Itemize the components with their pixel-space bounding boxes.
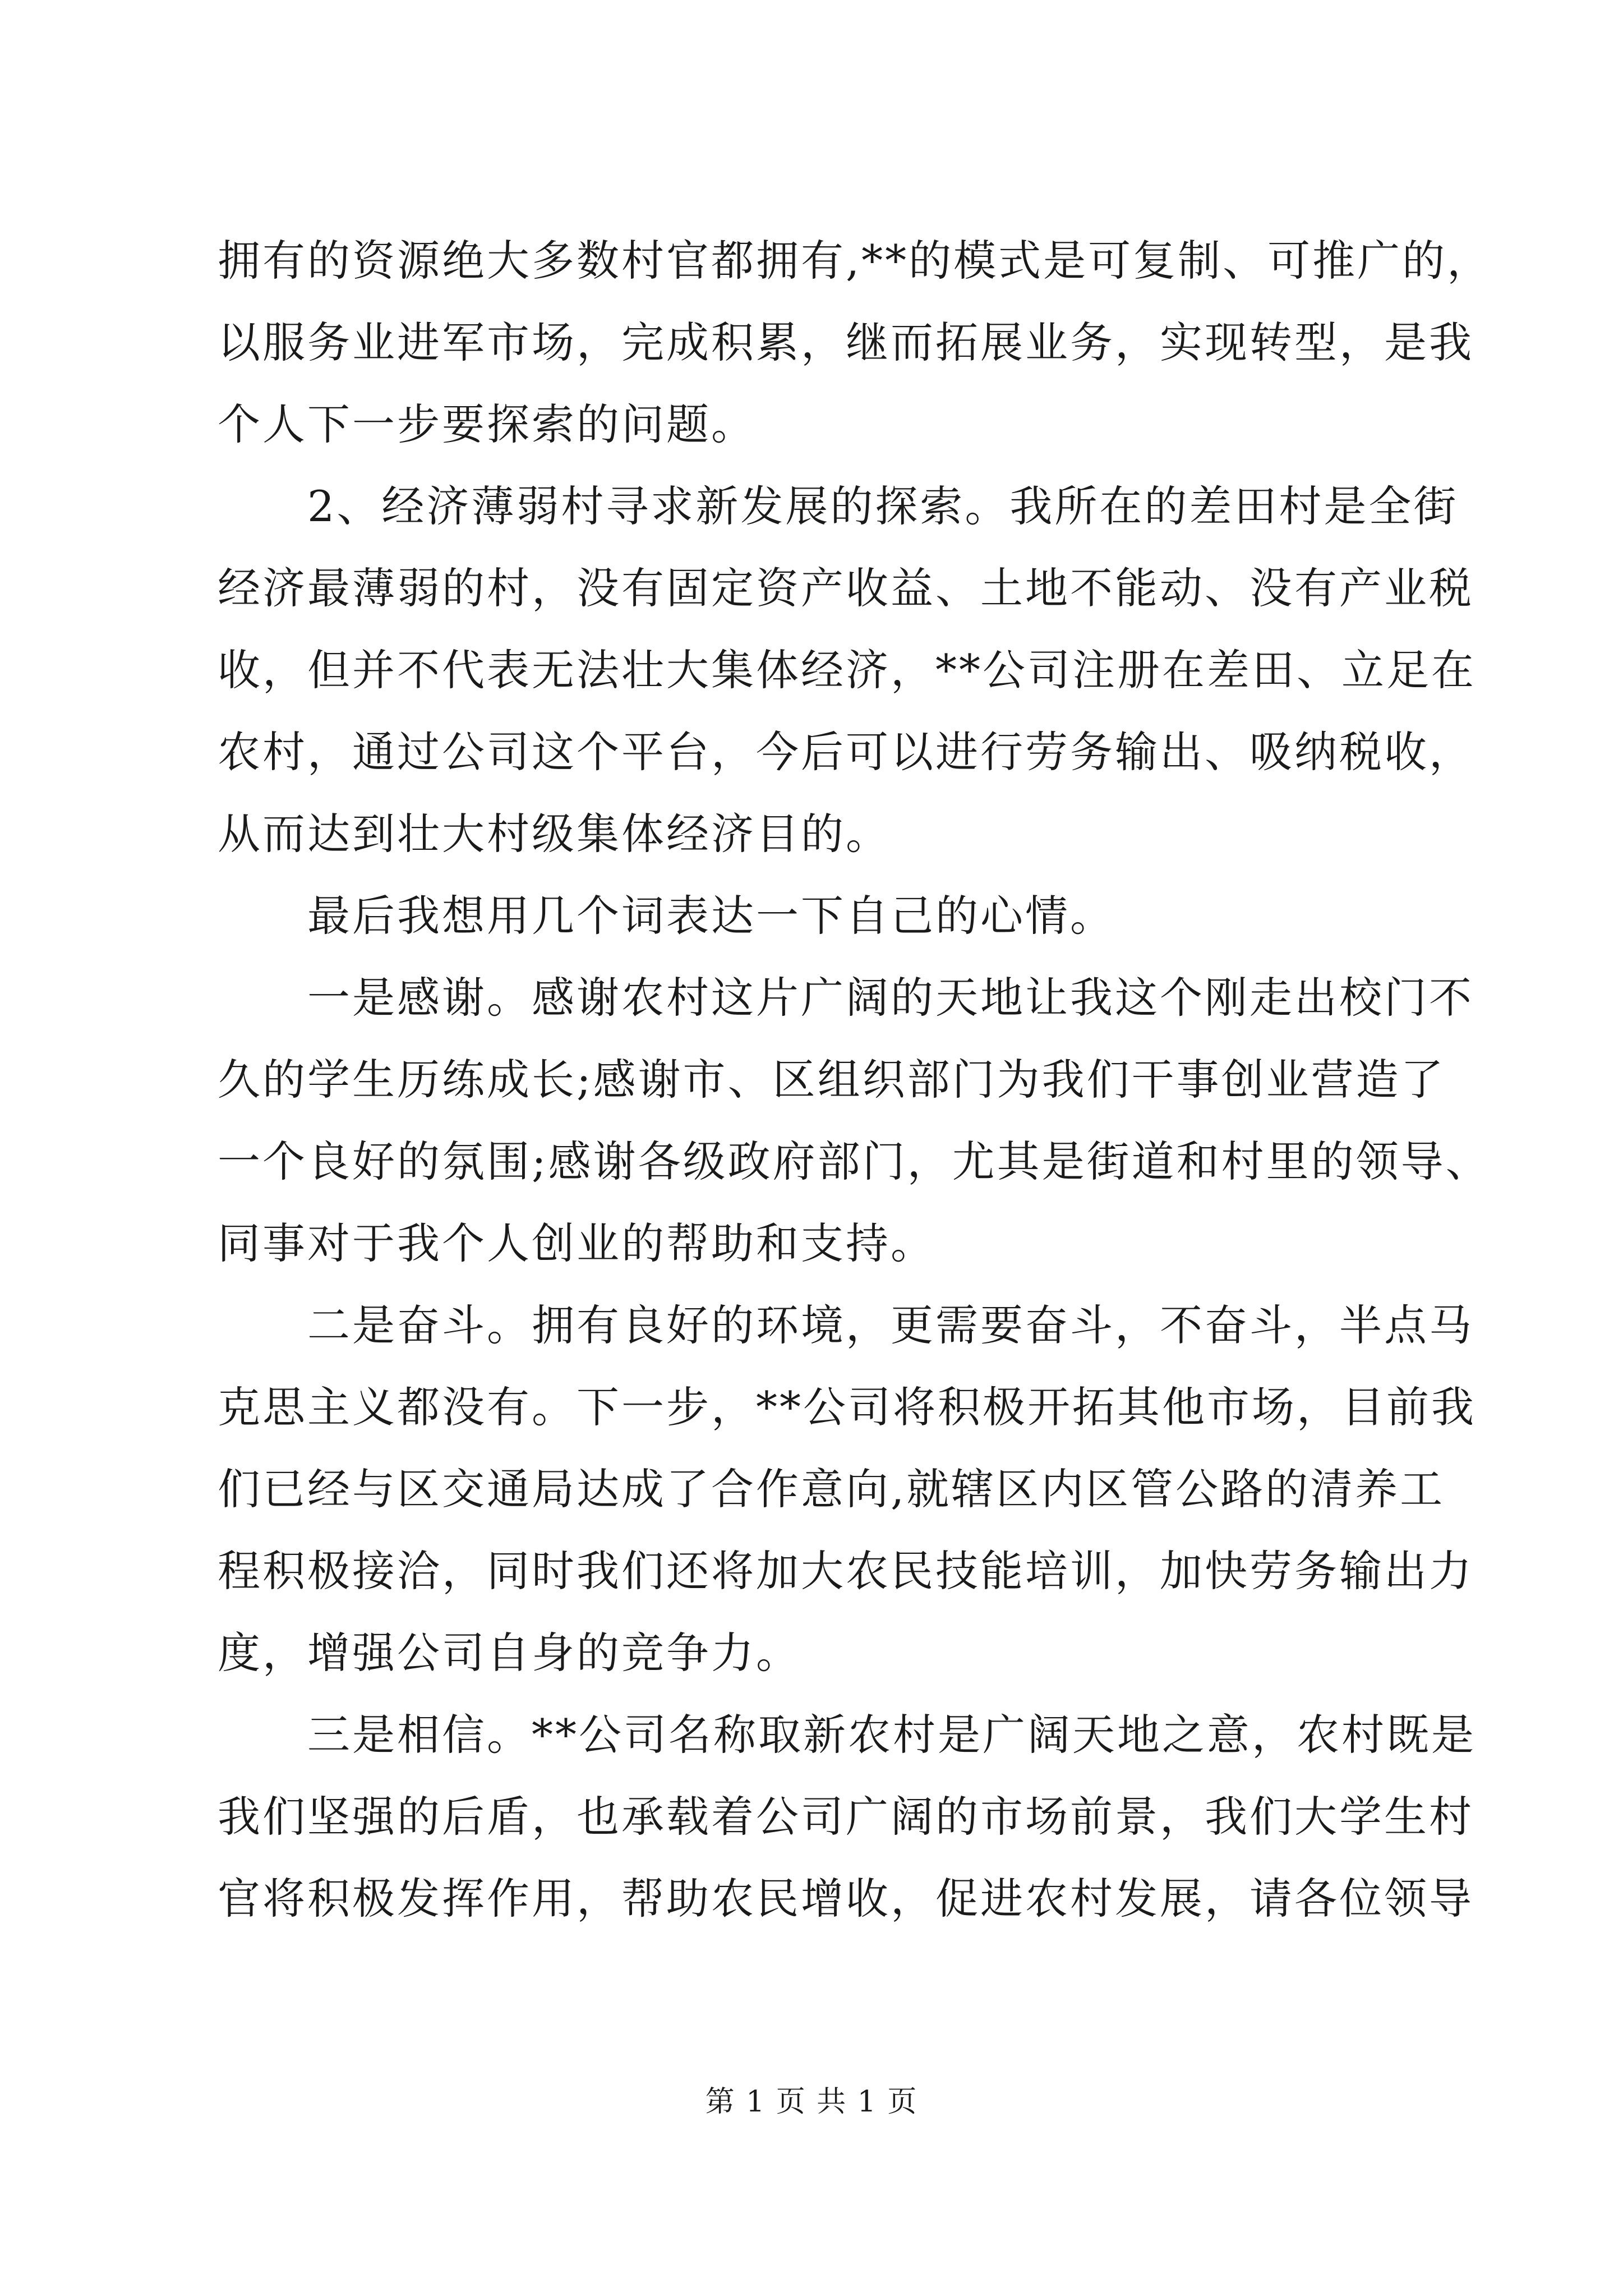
text-line: 我们坚强的后盾，也承载着公司广阔的市场前景，我们大学生村 [218,1792,1474,1842]
document-body [218,220,1492,1940]
text-line: 经济最薄弱的村，没有固定资产收益、土地不能动、没有产业税 [218,563,1474,613]
text-line: 2、经济薄弱村寻求新发展的探索。我所在的差田村是全街 [218,481,1459,531]
text-line: 最后我想用几个词表达一下自己的心情。 [218,891,1115,941]
text-line: 收，但并不代表无法壮大集体经济，**公司注册在差田、立足在 [218,645,1476,695]
text-line: 克思主义都没有。下一步，**公司将积极开拓其他市场，目前我 [218,1382,1476,1432]
text-line: 一个良好的氛围;感谢各级政府部门，尤其是街道和村里的领导、 [218,1137,1491,1186]
page-footer [0,2078,1623,2120]
text-line: 从而达到壮大村级集体经济目的。 [218,809,891,859]
text-line: 度，增强公司自身的竞争力。 [218,1628,801,1678]
text-line: 以服务业进军市场，完成积累，继而拓展业务，实现转型，是我 [218,318,1474,367]
text-line: 二是奋斗。拥有良好的环境，更需要奋斗，不奋斗，半点马 [218,1300,1474,1350]
page-number-label: 第 1 页 共 1 页 [705,2085,918,2119]
text-line: 三是相信。**公司名称取新农村是广阔天地之意，农村既是 [218,1710,1476,1760]
text-line: 久的学生历练成长;感谢市、区组织部门为我们干事创业营造了 [218,1055,1446,1105]
text-line: 官将积极发挥作用，帮助农民增收，促进农村发展，请各位领导 [218,1874,1474,1924]
text-line: 拥有的资源绝大多数村官都拥有,**的模式是可复制、可推广的， [218,236,1492,286]
text-line: 一是感谢。感谢农村这片广阔的天地让我这个刚走出校门不 [218,973,1474,1023]
text-line: 们已经与区交通局达成了合作意向,就辖区内区管公路的清养工 [218,1464,1445,1514]
text-line: 个人下一步要探索的问题。 [218,399,756,449]
text-line: 程积极接洽，同时我们还将加大农民技能培训，加快劳务输出力 [218,1546,1474,1596]
text-line: 农村，通过公司这个平台，今后可以进行劳务输出、吸纳税收， [218,727,1474,777]
text-line: 同事对于我个人创业的帮助和支持。 [218,1218,935,1268]
